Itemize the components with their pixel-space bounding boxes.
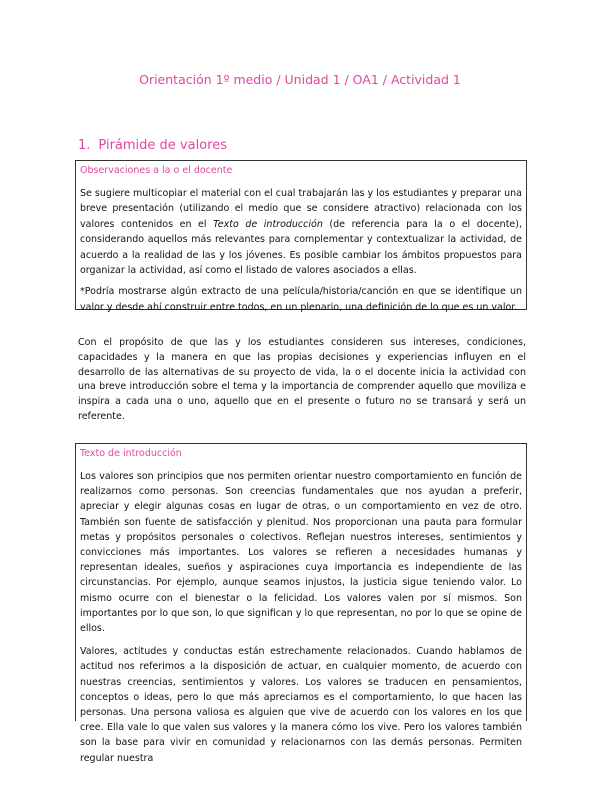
observations-box [75,160,527,313]
observations-paragraph-1 [80,186,522,278]
observations-box-title: Observaciones a la o el docente [80,165,233,176]
page-header-title: Orientación 1º medio / Unidad 1 / OA1 / Actividad 1 [139,72,461,87]
observations-paragraph-1-end: (de referencia para la o el docente), considerando aquellos más relevantes para complementar y contextualizar la actividad, de acuerdo a la realidad de las y los jóvenes. Es posible cambiar los ámbitos propuestos para organizar la actividad, así como el listado de valores asociados a ellas. [80,218,522,277]
observations-paragraph-1-start: Se sugiere multicopiar el material con el cual trabajarán las y los estudiantes y preparar una breve presentación (utilizando el medio que se considere atractivo) relacionada con los valores contenidos en el [80,188,522,230]
observations-paragraph-2: *Podría mostrarse algún extracto de una película/historia/canción en que se identifique un valor y desde ahí construir entre todos, en un plenario, una definición de lo que es un valor. [80,286,522,313]
section-heading [78,138,227,153]
observations-paragraph-1-italic: Texto de introducción [213,218,323,230]
section-title: Pirámide de valores [98,138,227,153]
intro-paragraph: Con el propósito de que las y los estudiantes consideren sus intereses, condiciones, capacidades y la manera en que las propias decisiones y experiencias influyen en el desarrollo de las alternativas de su proyecto de vida, la o el docente inicia la actividad con una breve introducción sobre el tema y la importancia de comprender aquello que moviliza e inspira a cada una o uno, aquello que en el presente o futuro no se transará y será un referente. [78,337,526,422]
intro-text-box [75,443,527,764]
intro-text-paragraph-1: Los valores son principios que nos permiten orientar nuestro comportamiento en función de realizarnos como personas. Son creencias fundamentales que nos ayudan a preferir, apreciar y elegir algunas cosas en lugar de otras, o un comportamiento en vez de otro. También son fuente de satisfacción y plenitud. Nos proporcionan una pauta para formular metas y propósitos personales o colectivos. Reflejan nuestros intereses, sentimientos y convicciones más importantes. Los valores se refieren a necesidades humanas y representan ideales, sueños y aspiraciones cuya importancia es independiente de las circunstancias. Por ejemplo, aunque seamos injustos, la justicia sigue teniendo valor. Lo mismo ocurre con el bienestar o la felicidad. Los valores valen por sí mismos. Son importantes por lo que son, lo que significan y lo que representan, no por lo que se opine de ellos. [80,471,522,635]
section-number: 1. [78,138,91,153]
intro-text-box-title: Texto de introducción [80,448,182,459]
intro-text-paragraph-2: Valores, actitudes y conductas están estrechamente relacionados. Cuando hablamos de actitud nos referimos a la disposición de actuar, en cualquier momento, de acuerdo con nuestras creencias, sentimientos y valores. Los valores se traducen en pensamientos, conceptos o ideas, pero lo que más apreciamos es el comportamiento, lo que hacen las personas. Una persona valiosa es alguien que vive de acuerdo con los valores en los que cree. Ella vale lo que valen sus valores y la manera cómo los vive. Pero los valores también son la base para vivir en comunidad y relacionarnos con las demás personas. Permiten regular nuestra [80,646,522,764]
